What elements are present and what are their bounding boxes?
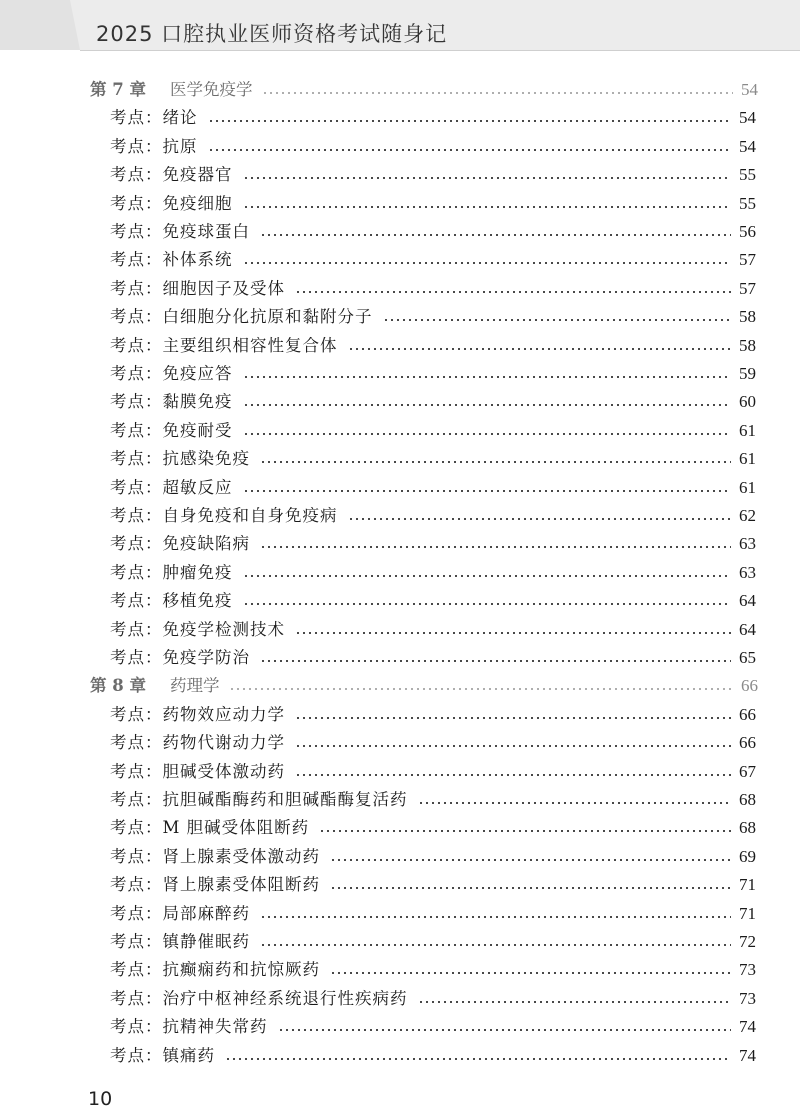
entry-prefix: 考点： xyxy=(110,477,163,497)
entry-page-number: 61 xyxy=(739,449,756,469)
entry-page-number: 59 xyxy=(739,364,756,383)
entry-prefix: 考点： xyxy=(110,278,163,298)
toc-entry xyxy=(110,782,756,810)
entry-title: 免疫细胞 xyxy=(162,193,233,213)
toc-entry xyxy=(110,725,756,753)
entry-page-number: 55 xyxy=(739,193,756,213)
entry-prefix: 考点： xyxy=(110,1045,163,1065)
dot-leader xyxy=(260,944,731,946)
toc-entry xyxy=(110,952,756,980)
entry-page-number: 65 xyxy=(739,648,756,667)
dot-leader xyxy=(229,688,733,690)
entry-page-number: 69 xyxy=(739,846,756,866)
dot-leader xyxy=(330,972,731,974)
toc-entry xyxy=(110,271,756,299)
entry-title: 镇静催眠药 xyxy=(162,932,250,951)
entry-page-number: 62 xyxy=(739,506,756,525)
entry-page-number: 68 xyxy=(739,818,756,838)
dot-leader xyxy=(243,206,732,208)
dot-leader xyxy=(348,518,732,520)
page-header xyxy=(0,0,800,50)
entry-prefix: 考点： xyxy=(110,790,163,809)
toc-entry xyxy=(110,214,756,242)
dot-leader xyxy=(243,575,732,577)
toc-entry xyxy=(110,356,756,384)
entry-prefix: 考点： xyxy=(110,449,163,469)
entry-page-number: 56 xyxy=(739,222,756,241)
entry-page-number: 71 xyxy=(739,903,756,923)
dot-leader xyxy=(243,404,732,406)
entry-page-number: 66 xyxy=(741,676,758,696)
entry-title: 抗胆碱酯酶药和胆碱酯酶复活药 xyxy=(162,790,408,809)
entry-page-number: 63 xyxy=(739,534,756,554)
entry-prefix: 考点： xyxy=(110,307,163,327)
dot-leader xyxy=(262,92,733,94)
entry-prefix: 考点： xyxy=(110,591,163,611)
entry-title: 药物代谢动力学 xyxy=(162,733,285,753)
entry-page-number: 66 xyxy=(739,733,756,753)
entry-prefix: 考点： xyxy=(110,250,163,270)
entry-prefix: 考点： xyxy=(110,420,163,440)
entry-page-number: 57 xyxy=(739,278,756,298)
entry-prefix: 考点： xyxy=(110,335,163,355)
entry-prefix: 考点： xyxy=(110,932,163,951)
entry-page-number: 54 xyxy=(739,108,756,128)
entry-prefix: 考点： xyxy=(110,193,163,213)
dot-leader xyxy=(208,149,732,151)
entry-page-number: 73 xyxy=(739,960,756,980)
entry-page-number: 57 xyxy=(739,250,756,270)
chapter-title: 药理学 xyxy=(169,676,220,696)
chapter-number: 第 8 章 xyxy=(90,676,146,696)
dot-leader xyxy=(243,177,732,179)
header-divider xyxy=(80,50,800,51)
entry-prefix: 考点： xyxy=(110,818,163,838)
entry-title: 抗癫痫药和抗惊厥药 xyxy=(162,960,320,980)
dot-leader xyxy=(330,887,731,889)
toc-entry xyxy=(110,498,756,526)
entry-title: 免疫球蛋白 xyxy=(162,222,250,241)
dot-leader xyxy=(243,262,732,264)
dot-leader xyxy=(225,1058,731,1060)
entry-page-number: 63 xyxy=(739,562,756,582)
entry-prefix: 考点： xyxy=(110,392,163,412)
entry-prefix: 考点： xyxy=(110,875,163,895)
dot-leader xyxy=(330,859,731,861)
entry-prefix: 考点： xyxy=(110,562,163,582)
entry-page-number: 58 xyxy=(739,335,756,355)
entry-page-number: 54 xyxy=(739,136,756,156)
entry-prefix: 考点： xyxy=(110,1017,163,1037)
dot-leader xyxy=(295,774,731,776)
toc-entry xyxy=(110,754,756,782)
entry-page-number: 61 xyxy=(739,477,756,497)
dot-leader xyxy=(208,120,732,122)
entry-prefix: 考点： xyxy=(110,222,163,241)
book-title: 2025 口腔执业医师资格考试随身记 xyxy=(96,22,448,46)
toc-entry xyxy=(110,526,756,554)
toc-entry xyxy=(110,697,756,725)
toc-entry xyxy=(110,839,756,867)
entry-prefix: 考点： xyxy=(110,364,163,383)
toc-entry xyxy=(110,896,756,924)
entry-title: 自身免疫和自身免疫病 xyxy=(162,506,338,525)
dot-leader xyxy=(295,745,731,747)
page-number: 10 xyxy=(88,1088,113,1110)
entry-prefix: 考点： xyxy=(110,903,163,923)
toc-entry xyxy=(110,157,756,185)
entry-title: 肾上腺素受体阻断药 xyxy=(162,875,320,895)
entry-title: M 胆碱受体阻断药 xyxy=(162,818,310,838)
entry-title: 免疫学防治 xyxy=(162,648,250,667)
toc-entry xyxy=(110,413,756,441)
entry-title: 白细胞分化抗原和黏附分子 xyxy=(162,307,373,327)
entry-page-number: 67 xyxy=(739,761,756,781)
entry-page-number: 74 xyxy=(739,1045,756,1065)
toc-entry xyxy=(110,384,756,412)
toc-entry xyxy=(110,867,756,895)
entry-title: 绪论 xyxy=(162,108,198,128)
dot-leader xyxy=(260,660,731,662)
entry-title: 免疫学检测技术 xyxy=(162,619,285,639)
chapter-title: 医学免疫学 xyxy=(169,80,253,99)
toc-entry xyxy=(110,242,756,270)
dot-leader xyxy=(243,433,732,435)
entry-page-number: 71 xyxy=(739,875,756,895)
dot-leader xyxy=(418,802,732,804)
entry-title: 超敏反应 xyxy=(162,477,233,497)
entry-page-number: 58 xyxy=(739,307,756,327)
dot-leader xyxy=(383,319,732,321)
entry-title: 主要组织相容性复合体 xyxy=(162,335,338,355)
entry-page-number: 60 xyxy=(739,392,756,412)
toc-entry xyxy=(110,924,756,952)
entry-title: 免疫耐受 xyxy=(162,420,233,440)
dot-leader xyxy=(260,546,731,548)
entry-title: 治疗中枢神经系统退行性疾病药 xyxy=(162,988,408,1008)
entry-title: 免疫缺陷病 xyxy=(162,534,250,554)
toc-entry xyxy=(110,640,756,668)
entry-page-number: 61 xyxy=(739,420,756,440)
entry-prefix: 考点： xyxy=(110,733,163,753)
toc-entry xyxy=(110,129,756,157)
entry-prefix: 考点： xyxy=(110,506,163,525)
entry-prefix: 考点： xyxy=(110,704,163,724)
entry-prefix: 考点： xyxy=(110,960,163,980)
entry-title: 胆碱受体激动药 xyxy=(162,761,285,781)
entry-title: 黏膜免疫 xyxy=(162,392,233,412)
entry-page-number: 54 xyxy=(741,80,758,99)
toc-entry xyxy=(110,612,756,640)
toc-chapter-heading xyxy=(90,72,758,100)
dot-leader xyxy=(319,830,731,832)
entry-page-number: 64 xyxy=(739,619,756,639)
entry-page-number: 73 xyxy=(739,988,756,1008)
dot-leader xyxy=(243,376,732,378)
entry-title: 镇痛药 xyxy=(162,1045,215,1065)
entry-title: 抗感染免疫 xyxy=(162,449,250,469)
dot-leader xyxy=(260,916,731,918)
dot-leader xyxy=(243,490,732,492)
entry-title: 肿瘤免疫 xyxy=(162,562,233,582)
toc-entry xyxy=(110,186,756,214)
entry-prefix: 考点： xyxy=(110,534,163,554)
dot-leader xyxy=(260,234,731,236)
entry-prefix: 考点： xyxy=(110,136,163,156)
entry-page-number: 72 xyxy=(739,932,756,951)
entry-prefix: 考点： xyxy=(110,988,163,1008)
entry-title: 抗原 xyxy=(162,136,198,156)
entry-prefix: 考点： xyxy=(110,165,163,185)
dot-leader xyxy=(418,1001,732,1003)
entry-prefix: 考点： xyxy=(110,648,163,667)
toc-entry xyxy=(110,810,756,838)
toc-entry xyxy=(110,1038,756,1066)
toc-entry xyxy=(110,981,756,1009)
entry-title: 局部麻醉药 xyxy=(162,903,250,923)
toc-entry xyxy=(110,100,756,128)
dot-leader xyxy=(348,348,732,350)
toc-entry xyxy=(110,583,756,611)
toc-entry xyxy=(110,441,756,469)
entry-title: 细胞因子及受体 xyxy=(162,278,285,298)
entry-prefix: 考点： xyxy=(110,761,163,781)
entry-title: 免疫器官 xyxy=(162,165,233,185)
dot-leader xyxy=(243,603,732,605)
toc-entry xyxy=(110,555,756,583)
entry-prefix: 考点： xyxy=(110,108,163,128)
toc-entry xyxy=(110,1009,756,1037)
entry-page-number: 74 xyxy=(739,1017,756,1037)
dot-leader xyxy=(295,632,731,634)
entry-prefix: 考点： xyxy=(110,619,163,639)
chapter-number: 第 7 章 xyxy=(90,80,146,99)
dot-leader xyxy=(278,1029,732,1031)
header-tab-decoration xyxy=(0,0,80,50)
entry-page-number: 68 xyxy=(739,790,756,809)
entry-page-number: 64 xyxy=(739,591,756,611)
entry-title: 药物效应动力学 xyxy=(162,704,285,724)
entry-title: 补体系统 xyxy=(162,250,233,270)
entry-title: 肾上腺素受体激动药 xyxy=(162,846,320,866)
dot-leader xyxy=(295,717,731,719)
entry-title: 免疫应答 xyxy=(162,364,233,383)
entry-page-number: 55 xyxy=(739,165,756,185)
toc-entry xyxy=(110,328,756,356)
toc-entry xyxy=(110,470,756,498)
entry-prefix: 考点： xyxy=(110,846,163,866)
entry-title: 移植免疫 xyxy=(162,591,233,611)
toc-entry xyxy=(110,299,756,327)
dot-leader xyxy=(295,291,731,293)
entry-title: 抗精神失常药 xyxy=(162,1017,268,1037)
entry-page-number: 66 xyxy=(739,704,756,724)
toc-chapter-heading xyxy=(90,668,758,696)
dot-leader xyxy=(260,461,731,463)
